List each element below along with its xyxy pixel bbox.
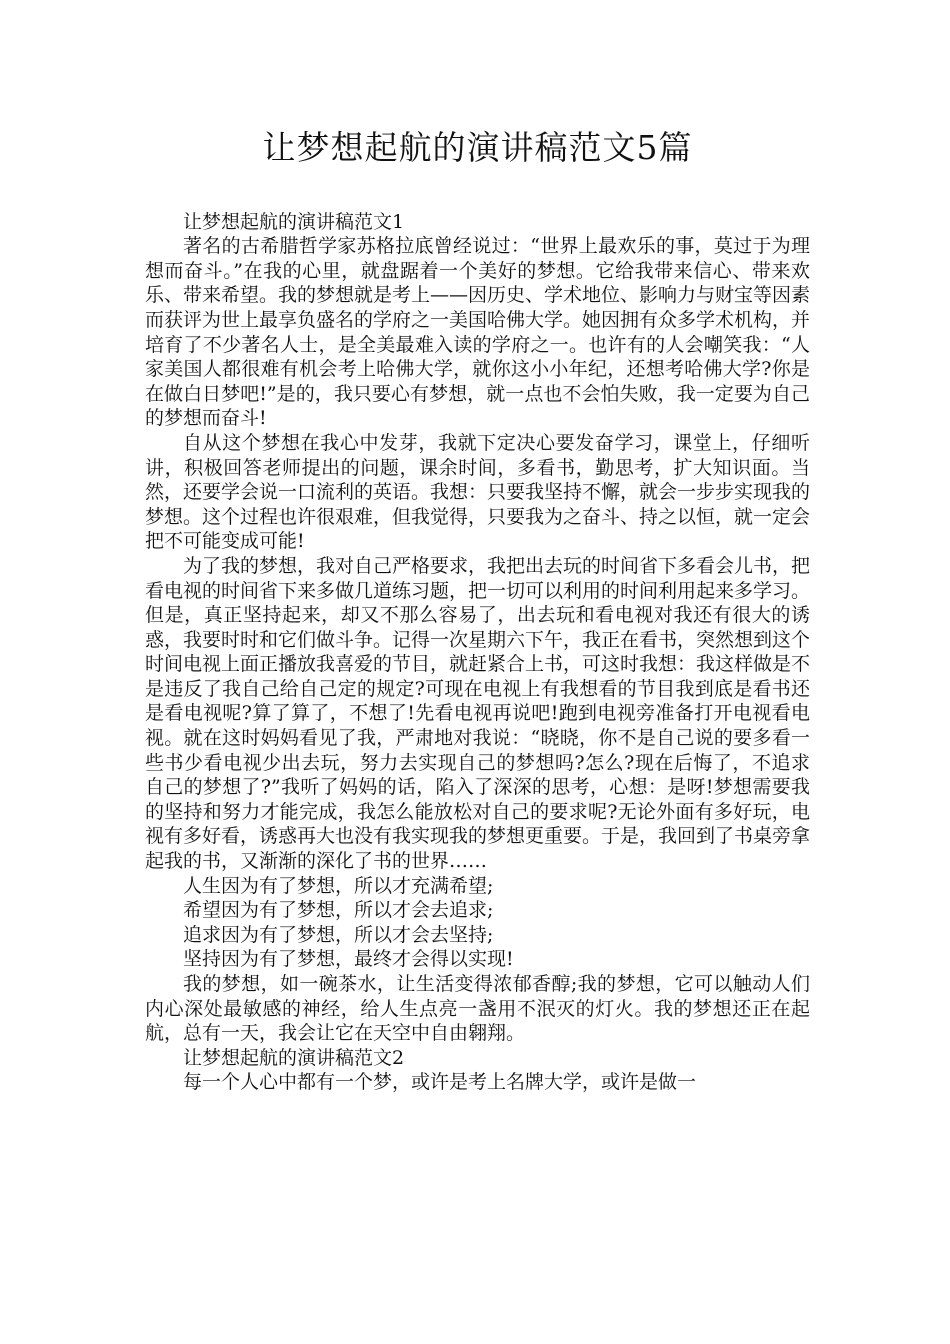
verse-line: 人生因为有了梦想，所以才充满希望; [183,874,494,897]
body-paragraph: 为了我的梦想，我对自己严格要求，我把出去玩的时间省下多看会儿书，把看电视的时间省下来多做几道练习题，把一切可以利用的时间利用起来多学习。但是，真正坚持起来，却又不那么容易了，出去玩和看电视对我还有很大的诱惑，我要时时和它们做斗争。记得一次星期六下午，我正在看书，突然想到这个时间电视上面正播放我喜爱的节目，就赶紧合上书，可这时我想：我这样做是不是违反了我自己给自己定的规定?可现在电视上有我想看的节目我到底是看书还是看电视呢?算了算了，不想了!先看电视再说吧!跑到电视旁准备打开电视看电视。就在这时妈妈看见了我，严肃地对我说：“晓晓，你不是自己说的要多看一些书少看电视少出去玩，努力去实现自己的梦想吗?怎么?现在后悔了，不追求自己的梦想了?”我听了妈妈的话，陷入了深深的思考，心想：是呀!梦想需要我的坚持和努力才能完成，我怎么能放松对自己的要求呢?无论外面有多好玩，电视有多好看，诱惑再大也没有我实现我的梦想更重要。于是，我回到了书桌旁拿起我的书，又渐渐的深化了书的世界…… [145,554,811,873]
body-paragraph: 自从这个梦想在我心中发芽，我就下定决心要发奋学习，课堂上，仔细听讲，积极回答老师提出的问题，课余时间，多看书，勤思考，扩大知识面。当然，还要学会说一口流利的英语。我想：只要我坚持不懈，就会一步步实现我的梦想。这个过程也许很艰难，但我觉得，只要我为之奋斗、持之以恒，就一定会把不可能变成可能! [145,431,811,553]
verse-line: 追求因为有了梦想，所以才会去坚持; [183,923,494,946]
document-title: 让梦想起航的演讲稿范文5篇 [262,128,693,167]
verse-line: 坚持因为有了梦想，最终才会得以实现! [183,948,514,971]
document-page [145,128,810,1095]
body-paragraph: 我的梦想，如一碗茶水，让生活变得浓郁香醇;我的梦想，它可以触动人们内心深处最敏感的神经，给人生点亮一盏用不泯灭的灯火。我的梦想还正在起航，总有一天，我会让它在天空中自由翱翔。 [145,973,810,1045]
body-paragraph: 每一个人心中都有一个梦，或许是考上名牌大学，或许是做一 [183,1071,697,1094]
verse-line: 希望因为有了梦想，所以才会去追求; [183,899,494,922]
section-heading-2: 让梦想起航的演讲稿范文2 [183,1046,405,1069]
document-body [145,210,810,1095]
body-paragraph: 著名的古希腊哲学家苏格拉底曾经说过：“世界上最欢乐的事，莫过于为理想而奋斗。”在我的心里，就盘踞着一个美好的梦想。它给我带来信心、带来欢乐、带来希望。我的梦想就是考上——因历史、学术地位、影响力与财宝等因素而获评为世上最享负盛名的学府之一美国哈佛大学。她因拥有众多学术机构，并培育了不少著名人士，是全美最难入读的学府之一。也许有的人会嘲笑我：“人家美国人都很难有机会考上哈佛大学，就你这小小年纪，还想考哈佛大学?你是在做白日梦吧!”是的，我只要心有梦想，就一点也不会怕失败，我一定要为自己的梦想而奋斗! [145,235,811,430]
section-heading-1: 让梦想起航的演讲稿范文1 [183,210,405,233]
